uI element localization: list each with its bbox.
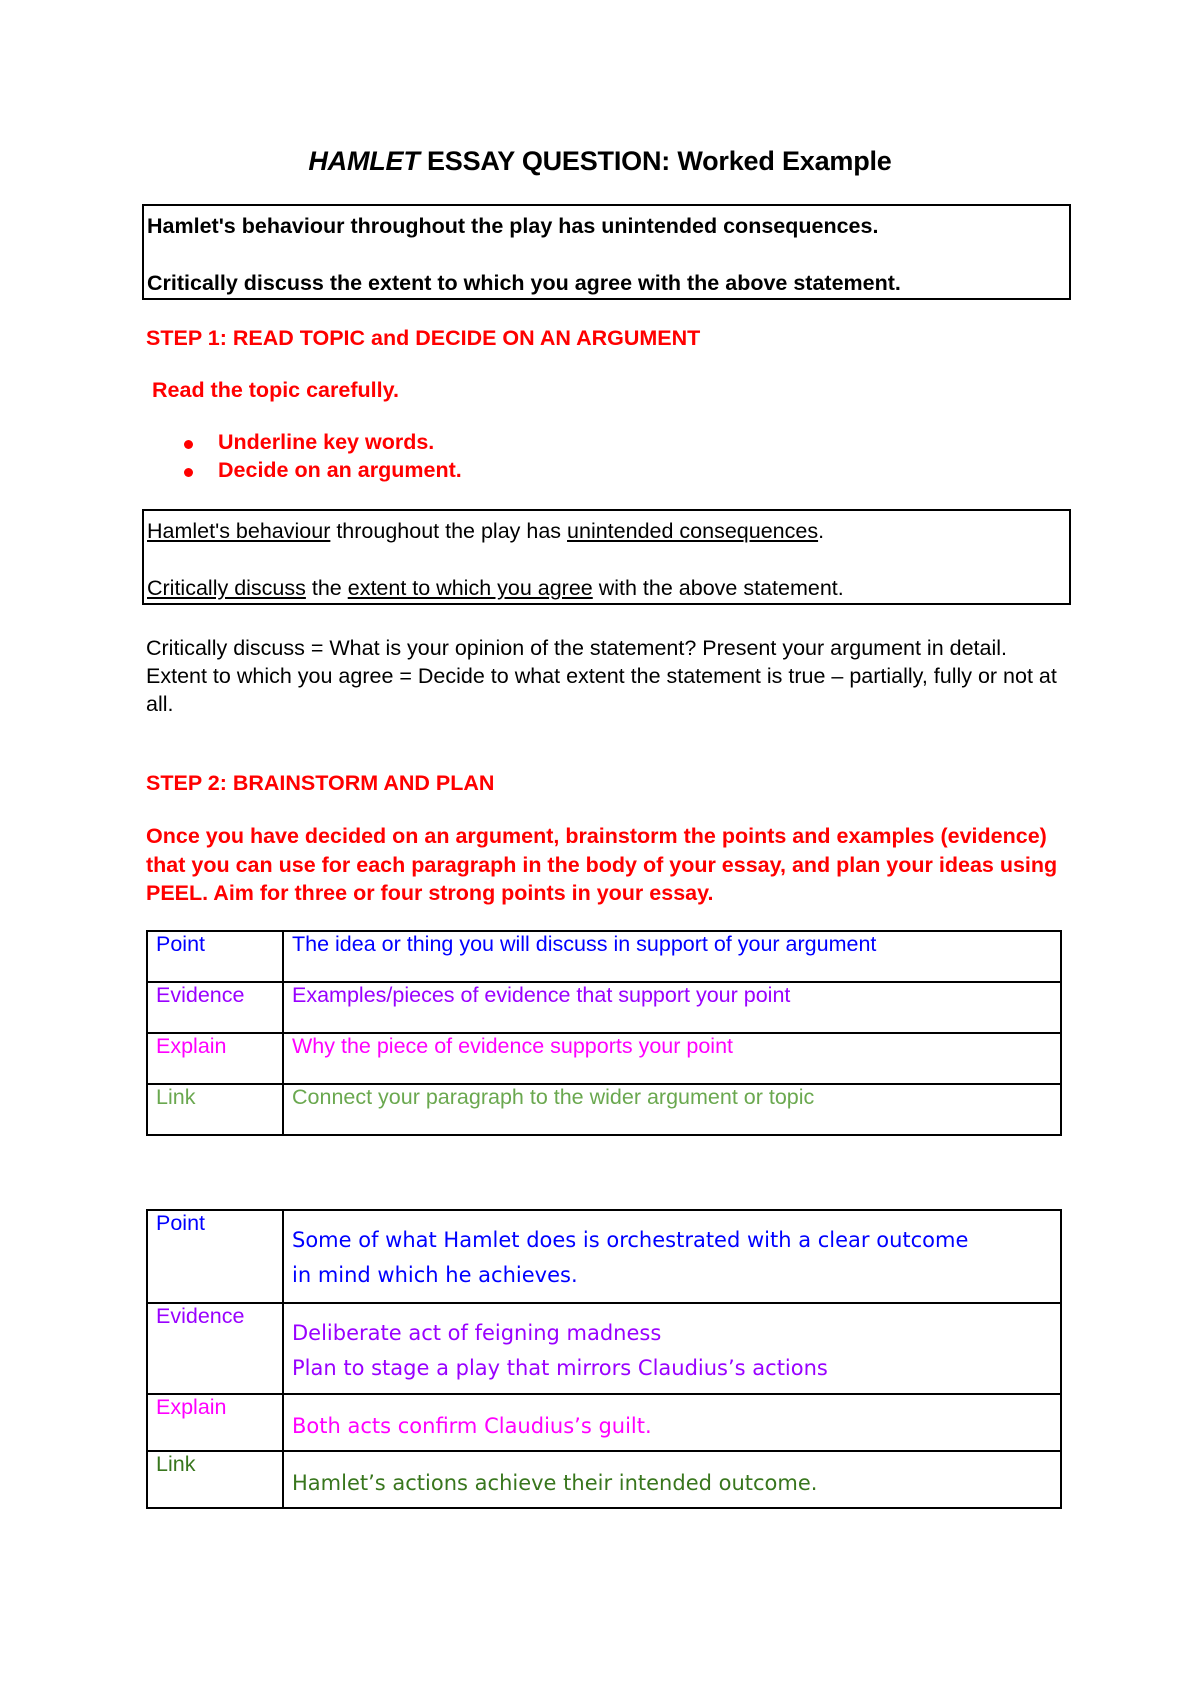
example-explain: Both acts confirm Claudius’s guilt. <box>283 1394 1061 1451</box>
example-label-link: Link <box>147 1451 283 1508</box>
question-line-1: Hamlet's behaviour throughout the play has unintended consequences. <box>147 214 879 238</box>
peel-label-point: Point <box>147 931 283 982</box>
table-row <box>147 982 1061 1033</box>
definitions <box>146 634 1076 718</box>
title-rest: ESSAY QUESTION: Worked Example <box>419 146 892 176</box>
peel-example-table <box>146 1209 1062 1509</box>
question-line-2: Critically discuss the extent to which you agree with the above statement. <box>147 271 901 295</box>
underlined-keyword: Hamlet's behaviour <box>147 519 331 543</box>
table-row <box>147 1033 1061 1084</box>
underlined-line-2 <box>147 574 1069 602</box>
step1-instruction: Read the topic carefully. <box>152 378 399 402</box>
table-row <box>147 1210 1061 1303</box>
example-label-point: Point <box>147 1210 283 1303</box>
example-label-evidence: Evidence <box>147 1303 283 1394</box>
example-label-explain: Explain <box>147 1394 283 1451</box>
peel-desc-point: The idea or thing you will discuss in support of your argument <box>283 931 1061 982</box>
title-play-name: HAMLET <box>308 146 420 176</box>
definition-critically-discuss: Critically discuss = What is your opinion of the statement? Present your argument in detail. <box>146 636 1008 660</box>
page-title <box>0 146 1200 177</box>
peel-label-evidence: Evidence <box>147 982 283 1033</box>
example-link: Hamlet’s actions achieve their intended outcome. <box>283 1451 1061 1508</box>
bullet-text: Decide on an argument. <box>218 458 462 482</box>
example-evidence-line: Deliberate act of feigning madness <box>292 1321 662 1345</box>
example-point-line: in mind which he achieves. <box>292 1263 578 1287</box>
plain-text: . <box>818 519 825 543</box>
essay-question-box <box>142 204 1071 300</box>
list-item <box>180 428 462 456</box>
plain-text: the <box>305 576 348 600</box>
underlined-line-1 <box>147 517 1069 545</box>
example-point <box>283 1210 1061 1303</box>
peel-label-explain: Explain <box>147 1033 283 1084</box>
table-row <box>147 1394 1061 1451</box>
peel-desc-link: Connect your paragraph to the wider argument or topic <box>283 1084 1061 1135</box>
table-row <box>147 1451 1061 1508</box>
example-point-line: Some of what Hamlet does is orchestrated with a clear outcome <box>292 1228 969 1252</box>
definition-extent: Extent to which you agree = Decide to what extent the statement is true – partially, fully or not at all. <box>146 664 1057 716</box>
table-row <box>147 931 1061 982</box>
list-item <box>180 456 462 484</box>
step1-bullet-list <box>180 428 462 484</box>
bullet-text: Underline key words. <box>218 430 435 454</box>
example-evidence <box>283 1303 1061 1394</box>
example-evidence-line: Plan to stage a play that mirrors Claudius’s actions <box>292 1356 828 1380</box>
step2-text: Once you have decided on an argument, brainstorm the points and examples (evidence) that you can use for each paragraph in the body of your essay, and plan your ideas using PEEL. Aim for three or four strong points in your essay. <box>146 824 1058 905</box>
table-row <box>147 1303 1061 1394</box>
underlined-keyword: Critically discuss <box>147 576 306 600</box>
peel-desc-explain: Why the piece of evidence supports your point <box>283 1033 1061 1084</box>
underlined-keyword: unintended consequences <box>567 519 819 543</box>
table-row <box>147 1084 1061 1135</box>
peel-definition-table <box>146 930 1062 1136</box>
underlined-question-box <box>142 509 1071 605</box>
step2-heading: STEP 2: BRAINSTORM AND PLAN <box>146 771 495 795</box>
peel-label-link: Link <box>147 1084 283 1135</box>
bullet-icon <box>184 468 193 477</box>
underlined-keyword: extent to which you agree <box>347 576 593 600</box>
bullet-icon <box>184 440 193 449</box>
plain-text: with the above statement. <box>592 576 844 600</box>
peel-desc-evidence: Examples/pieces of evidence that support your point <box>283 982 1061 1033</box>
step1-heading: STEP 1: READ TOPIC and DECIDE ON AN ARGUMENT <box>146 326 701 350</box>
plain-text: throughout the play has <box>330 519 568 543</box>
